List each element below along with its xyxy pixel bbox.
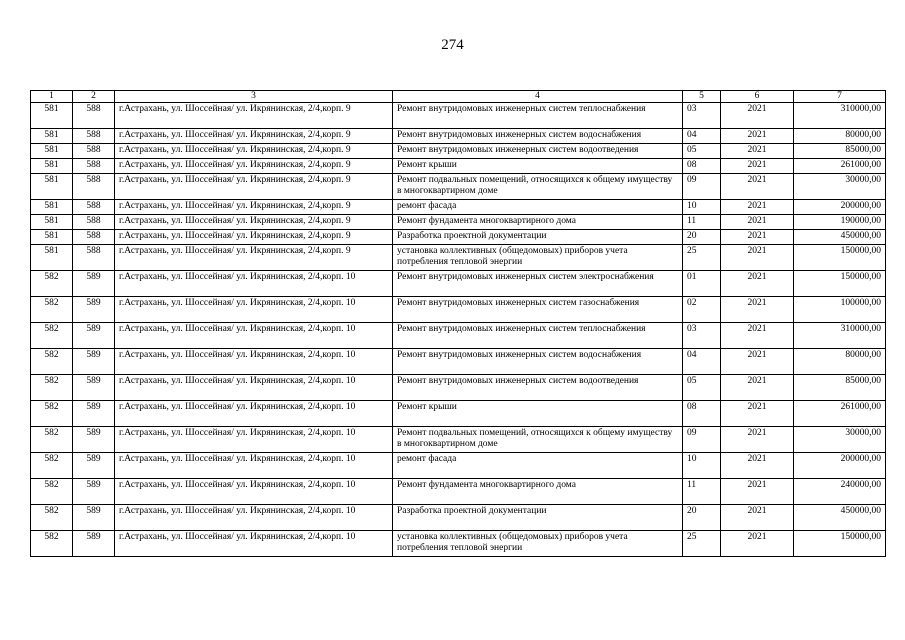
work-code-cell: 08 <box>683 159 721 174</box>
cost-cell: 190000,00 <box>794 215 886 230</box>
address-cell: г.Астрахань, ул. Шоссейная/ ул. Икрянинская, 2/4,корп. 9 <box>115 200 393 215</box>
work-code-cell: 09 <box>683 427 721 453</box>
work-type-cell: Ремонт подвальных помещений, относящихся к общему имуществу в многоквартирном доме <box>393 174 683 200</box>
house-number-cell: 589 <box>73 453 115 479</box>
table-row <box>31 349 886 375</box>
column-header: 4 <box>393 91 683 103</box>
cost-cell: 80000,00 <box>794 129 886 144</box>
address-cell: г.Астрахань, ул. Шоссейная/ ул. Икрянинская, 2/4,корп. 10 <box>115 297 393 323</box>
cost-cell: 261000,00 <box>794 401 886 427</box>
work-type-cell: Ремонт внутридомовых инженерных систем водоснабжения <box>393 349 683 375</box>
row-number-cell: 581 <box>31 129 73 144</box>
work-code-cell: 01 <box>683 271 721 297</box>
cost-cell: 261000,00 <box>794 159 886 174</box>
row-number-cell: 582 <box>31 479 73 505</box>
work-type-cell: Ремонт внутридомовых инженерных систем электроснабжения <box>393 271 683 297</box>
cost-cell: 150000,00 <box>794 531 886 557</box>
cost-cell: 310000,00 <box>794 103 886 129</box>
work-code-cell: 04 <box>683 129 721 144</box>
address-cell: г.Астрахань, ул. Шоссейная/ ул. Икрянинская, 2/4,корп. 10 <box>115 349 393 375</box>
table-row <box>31 200 886 215</box>
column-header: 6 <box>721 91 794 103</box>
table-row <box>31 103 886 129</box>
column-header: 3 <box>115 91 393 103</box>
work-code-cell: 20 <box>683 230 721 245</box>
cost-cell: 240000,00 <box>794 479 886 505</box>
address-cell: г.Астрахань, ул. Шоссейная/ ул. Икрянинская, 2/4,корп. 9 <box>115 215 393 230</box>
year-cell: 2021 <box>721 144 794 159</box>
work-code-cell: 11 <box>683 479 721 505</box>
house-number-cell: 589 <box>73 531 115 557</box>
row-number-cell: 581 <box>31 200 73 215</box>
house-number-cell: 589 <box>73 427 115 453</box>
column-header: 1 <box>31 91 73 103</box>
cost-cell: 450000,00 <box>794 230 886 245</box>
row-number-cell: 581 <box>31 159 73 174</box>
house-number-cell: 588 <box>73 245 115 271</box>
table-row <box>31 215 886 230</box>
work-type-cell: Ремонт крыши <box>393 159 683 174</box>
year-cell: 2021 <box>721 215 794 230</box>
year-cell: 2021 <box>721 453 794 479</box>
work-type-cell: Ремонт внутридомовых инженерных систем теплоснабжения <box>393 323 683 349</box>
table-row <box>31 531 886 557</box>
house-number-cell: 588 <box>73 103 115 129</box>
cost-cell: 150000,00 <box>794 271 886 297</box>
work-type-cell: Ремонт фундамента многоквартирного дома <box>393 479 683 505</box>
address-cell: г.Астрахань, ул. Шоссейная/ ул. Икрянинская, 2/4,корп. 10 <box>115 427 393 453</box>
address-cell: г.Астрахань, ул. Шоссейная/ ул. Икрянинская, 2/4,корп. 10 <box>115 479 393 505</box>
year-cell: 2021 <box>721 297 794 323</box>
register-table <box>30 90 886 557</box>
address-cell: г.Астрахань, ул. Шоссейная/ ул. Икрянинская, 2/4,корп. 9 <box>115 103 393 129</box>
work-type-cell: Разработка проектной документации <box>393 230 683 245</box>
row-number-cell: 582 <box>31 297 73 323</box>
cost-cell: 200000,00 <box>794 453 886 479</box>
address-cell: г.Астрахань, ул. Шоссейная/ ул. Икрянинская, 2/4,корп. 10 <box>115 271 393 297</box>
work-code-cell: 03 <box>683 323 721 349</box>
page-number: 274 <box>441 37 464 53</box>
table-row <box>31 401 886 427</box>
row-number-cell: 582 <box>31 401 73 427</box>
house-number-cell: 588 <box>73 230 115 245</box>
house-number-cell: 589 <box>73 375 115 401</box>
row-number-cell: 582 <box>31 349 73 375</box>
year-cell: 2021 <box>721 245 794 271</box>
work-type-cell: Ремонт внутридомовых инженерных систем водоотведения <box>393 375 683 401</box>
address-cell: г.Астрахань, ул. Шоссейная/ ул. Икрянинская, 2/4,корп. 9 <box>115 245 393 271</box>
row-number-cell: 581 <box>31 174 73 200</box>
address-cell: г.Астрахань, ул. Шоссейная/ ул. Икрянинская, 2/4,корп. 10 <box>115 375 393 401</box>
address-cell: г.Астрахань, ул. Шоссейная/ ул. Икрянинская, 2/4,корп. 10 <box>115 401 393 427</box>
row-number-cell: 581 <box>31 144 73 159</box>
work-code-cell: 10 <box>683 200 721 215</box>
year-cell: 2021 <box>721 531 794 557</box>
address-cell: г.Астрахань, ул. Шоссейная/ ул. Икрянинская, 2/4,корп. 9 <box>115 174 393 200</box>
work-code-cell: 11 <box>683 215 721 230</box>
row-number-cell: 581 <box>31 103 73 129</box>
table-row <box>31 230 886 245</box>
work-code-cell: 04 <box>683 349 721 375</box>
work-code-cell: 20 <box>683 505 721 531</box>
work-type-cell: Ремонт подвальных помещений, относящихся к общему имуществу в многоквартирном доме <box>393 427 683 453</box>
row-number-cell: 582 <box>31 427 73 453</box>
cost-cell: 200000,00 <box>794 200 886 215</box>
address-cell: г.Астрахань, ул. Шоссейная/ ул. Икрянинская, 2/4,корп. 9 <box>115 159 393 174</box>
house-number-cell: 589 <box>73 349 115 375</box>
house-number-cell: 589 <box>73 479 115 505</box>
house-number-cell: 589 <box>73 505 115 531</box>
work-code-cell: 02 <box>683 297 721 323</box>
cost-cell: 150000,00 <box>794 245 886 271</box>
year-cell: 2021 <box>721 401 794 427</box>
work-code-cell: 25 <box>683 245 721 271</box>
year-cell: 2021 <box>721 505 794 531</box>
year-cell: 2021 <box>721 271 794 297</box>
address-cell: г.Астрахань, ул. Шоссейная/ ул. Икрянинская, 2/4,корп. 9 <box>115 144 393 159</box>
year-cell: 2021 <box>721 479 794 505</box>
table-row <box>31 427 886 453</box>
year-cell: 2021 <box>721 427 794 453</box>
work-code-cell: 03 <box>683 103 721 129</box>
column-header: 7 <box>794 91 886 103</box>
house-number-cell: 588 <box>73 215 115 230</box>
year-cell: 2021 <box>721 174 794 200</box>
row-number-cell: 582 <box>31 531 73 557</box>
house-number-cell: 588 <box>73 144 115 159</box>
table-row <box>31 271 886 297</box>
year-cell: 2021 <box>721 159 794 174</box>
address-cell: г.Астрахань, ул. Шоссейная/ ул. Икрянинская, 2/4,корп. 10 <box>115 505 393 531</box>
row-number-cell: 582 <box>31 271 73 297</box>
table-row <box>31 323 886 349</box>
year-cell: 2021 <box>721 230 794 245</box>
address-cell: г.Астрахань, ул. Шоссейная/ ул. Икрянинская, 2/4,корп. 10 <box>115 531 393 557</box>
work-code-cell: 05 <box>683 375 721 401</box>
row-number-cell: 582 <box>31 375 73 401</box>
work-type-cell: Ремонт крыши <box>393 401 683 427</box>
work-code-cell: 09 <box>683 174 721 200</box>
header-row <box>31 91 886 103</box>
house-number-cell: 589 <box>73 323 115 349</box>
work-type-cell: Ремонт фундамента многоквартирного дома <box>393 215 683 230</box>
house-number-cell: 588 <box>73 159 115 174</box>
work-type-cell: Ремонт внутридомовых инженерных систем газоснабжения <box>393 297 683 323</box>
house-number-cell: 588 <box>73 129 115 144</box>
work-type-cell: ремонт фасада <box>393 453 683 479</box>
work-type-cell: Ремонт внутридомовых инженерных систем водоотведения <box>393 144 683 159</box>
house-number-cell: 589 <box>73 297 115 323</box>
work-code-cell: 25 <box>683 531 721 557</box>
table-row <box>31 479 886 505</box>
year-cell: 2021 <box>721 323 794 349</box>
year-cell: 2021 <box>721 349 794 375</box>
row-number-cell: 581 <box>31 215 73 230</box>
table-row <box>31 144 886 159</box>
work-code-cell: 10 <box>683 453 721 479</box>
table-row <box>31 129 886 144</box>
year-cell: 2021 <box>721 129 794 144</box>
cost-cell: 450000,00 <box>794 505 886 531</box>
cost-cell: 310000,00 <box>794 323 886 349</box>
address-cell: г.Астрахань, ул. Шоссейная/ ул. Икрянинская, 2/4,корп. 9 <box>115 129 393 144</box>
row-number-cell: 582 <box>31 505 73 531</box>
work-type-cell: Ремонт внутридомовых инженерных систем водоснабжения <box>393 129 683 144</box>
address-cell: г.Астрахань, ул. Шоссейная/ ул. Икрянинская, 2/4,корп. 9 <box>115 230 393 245</box>
address-cell: г.Астрахань, ул. Шоссейная/ ул. Икрянинская, 2/4,корп. 10 <box>115 323 393 349</box>
table-row <box>31 505 886 531</box>
cost-cell: 85000,00 <box>794 144 886 159</box>
work-code-cell: 08 <box>683 401 721 427</box>
table-row <box>31 453 886 479</box>
work-type-cell: установка коллективных (общедомовых) приборов учета потребления тепловой энергии <box>393 531 683 557</box>
column-header: 2 <box>73 91 115 103</box>
year-cell: 2021 <box>721 200 794 215</box>
table-row <box>31 159 886 174</box>
work-type-cell: ремонт фасада <box>393 200 683 215</box>
cost-cell: 30000,00 <box>794 427 886 453</box>
row-number-cell: 582 <box>31 323 73 349</box>
table-row <box>31 174 886 200</box>
house-number-cell: 589 <box>73 401 115 427</box>
work-code-cell: 05 <box>683 144 721 159</box>
column-header: 5 <box>683 91 721 103</box>
work-type-cell: установка коллективных (общедомовых) приборов учета потребления тепловой энергии <box>393 245 683 271</box>
row-number-cell: 581 <box>31 245 73 271</box>
cost-cell: 30000,00 <box>794 174 886 200</box>
table-row <box>31 245 886 271</box>
house-number-cell: 588 <box>73 200 115 215</box>
cost-cell: 100000,00 <box>794 297 886 323</box>
house-number-cell: 589 <box>73 271 115 297</box>
cost-cell: 80000,00 <box>794 349 886 375</box>
address-cell: г.Астрахань, ул. Шоссейная/ ул. Икрянинская, 2/4,корп. 10 <box>115 453 393 479</box>
row-number-cell: 581 <box>31 230 73 245</box>
house-number-cell: 588 <box>73 174 115 200</box>
year-cell: 2021 <box>721 375 794 401</box>
work-type-cell: Ремонт внутридомовых инженерных систем теплоснабжения <box>393 103 683 129</box>
row-number-cell: 582 <box>31 453 73 479</box>
table-row <box>31 375 886 401</box>
work-type-cell: Разработка проектной документации <box>393 505 683 531</box>
cost-cell: 85000,00 <box>794 375 886 401</box>
year-cell: 2021 <box>721 103 794 129</box>
table-row <box>31 297 886 323</box>
